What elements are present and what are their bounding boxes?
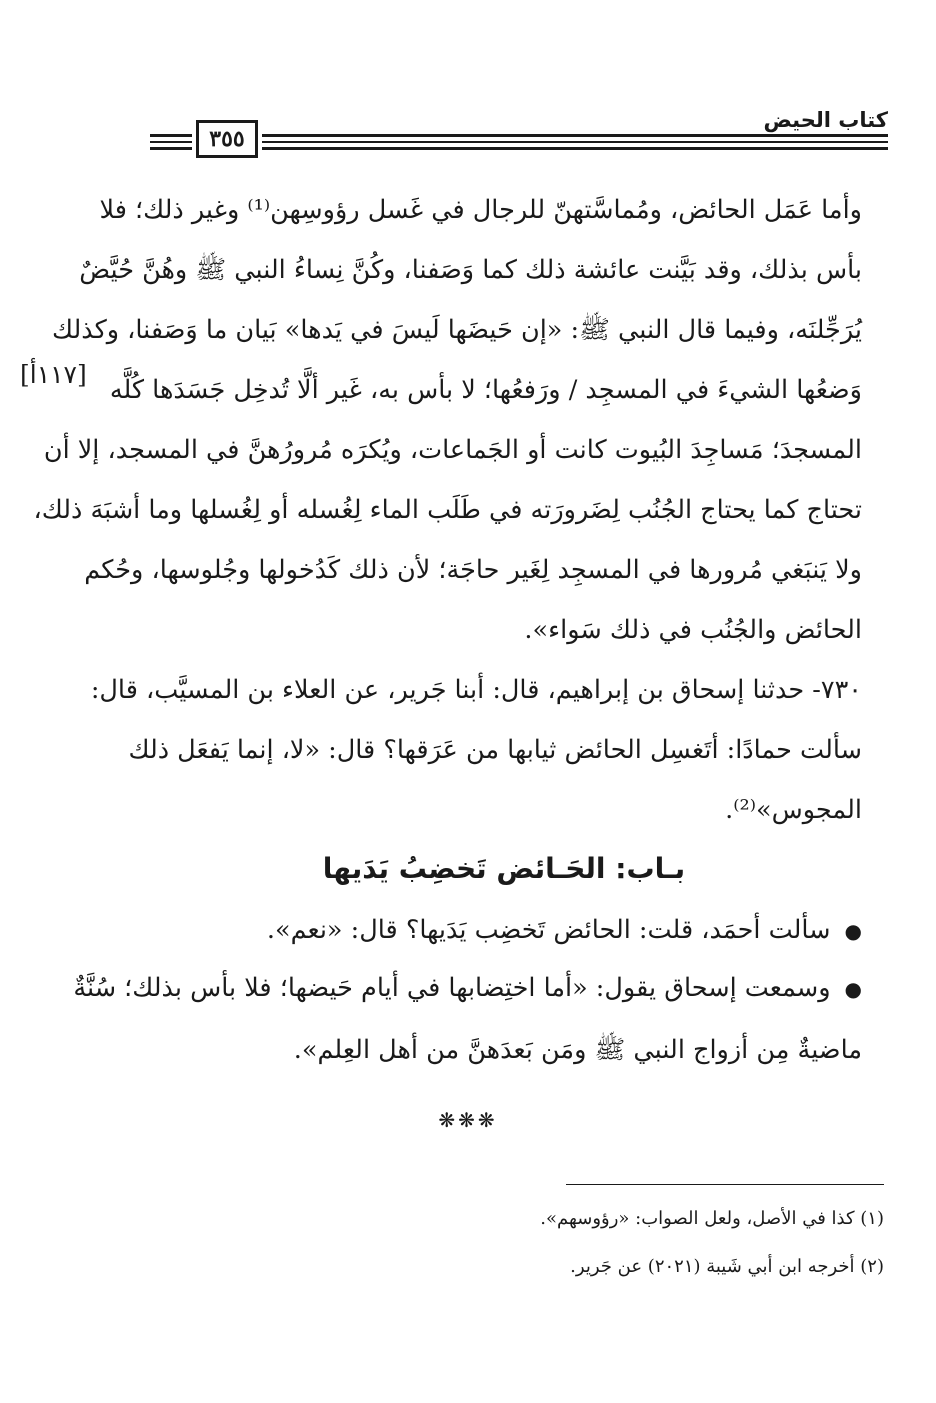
header-rule-right-bottom [262, 147, 888, 150]
text-line [73, 958, 862, 1018]
text-line: وَضعُها الشيءَ في المسجِد / ورَفعُها؛ لا بأس به، غَير ألَّا تُدخِل جَسَدَها كُلَّه [109, 375, 862, 405]
text-line [146, 900, 862, 960]
header-rule-right-top [262, 134, 888, 137]
bullet-text: وسمعت إسحاق يقول: «أما اختِضابها في أيام حَيضها؛ فلا بأس بذلك؛ سُنَّةٌ [73, 973, 831, 1003]
header-rule-left-mid [150, 141, 192, 143]
header-rule-left-top [150, 134, 192, 137]
footnote-1: (١) كذا في الأصل، ولعل الصواب: «رؤوسهم». [540, 1208, 884, 1229]
text-line: الحائض والجُنُب في ذلك سَواء». [524, 615, 862, 645]
footnote-2: (٢) أخرجه ابن أبي شَيبة (٢٠٢١) عن جَرير. [570, 1256, 884, 1277]
text-line: يُرَجِّلنَه، وفيما قال النبي ﷺ: «إن حَيضَها لَيسَ في يَدها» بَيان ما وَصَفنا، وكذلك [51, 315, 862, 345]
bullet-text: سألت أحمَد، قلت: الحائض تَخضِب يَدَيها؟ قال: «نعم». [266, 915, 831, 945]
text-line: سألت حمادًا: أتَغسِل الحائض ثيابها من عَرَقها؟ قال: «لا، إنما يَفعَل ذلك [128, 735, 862, 765]
manuscript-folio-note: [١١٧أ] [20, 360, 87, 389]
text-line: تحتاج كما يحتاج الجُنُب لِضَرورَته في طَلَب الماء لِغُسله أو لِغُسلها وما أشبَهَ ذلك، [33, 495, 862, 525]
header-rule-left-bottom [150, 147, 192, 150]
header-rule-right-mid [262, 141, 888, 143]
bullet-dot-icon: ● [844, 977, 862, 1001]
text-line: بأس بذلك، وقد بَيَّنت عائشة ذلك كما وَصَفنا، وكُنَّ نِساءُ النبي ﷺ وهُنَّ حُيَّضٌ [79, 255, 862, 285]
bullet-dot-icon: ● [844, 919, 862, 943]
text-line: المسجدَ؛ مَساجِدَ البُيوت كانت أو الجَماعات، ويُكرَه مُرورُهنَّ في المسجد، إلا أن [43, 435, 862, 465]
text-line: ٧٣٠- حدثنا إسحاق بن إبراهيم، قال: أبنا جَرير، عن العلاء بن المسيَّب، قال: [90, 675, 862, 705]
section-separator-stars: ❋❋❋ [438, 1108, 498, 1132]
text-line: ماضيةٌ مِن أزواج النبي ﷺ ومَن بَعدَهنَّ من أهل العِلم». [293, 1035, 862, 1065]
page-number: ٣٥٥ [196, 120, 258, 158]
text-line: وأما عَمَل الحائض، ومُماسَّتهنّ للرجال في غَسل رؤوسِهن⁽¹⁾ وغير ذلك؛ فلا [99, 195, 862, 225]
text-line: المجوس»⁽²⁾. [725, 795, 862, 825]
footnote-divider [566, 1184, 884, 1185]
text-line: ولا يَنبَغي مُرورها في المسجِد لِغَير حاجَة؛ لأن ذلك كَدُخولها وجُلوسها، وحُكم [84, 555, 862, 585]
chapter-heading: بـاب: الحَـائض تَخضِبُ يَدَيها [322, 852, 686, 885]
running-header-title: كتاب الحيض [763, 108, 888, 132]
